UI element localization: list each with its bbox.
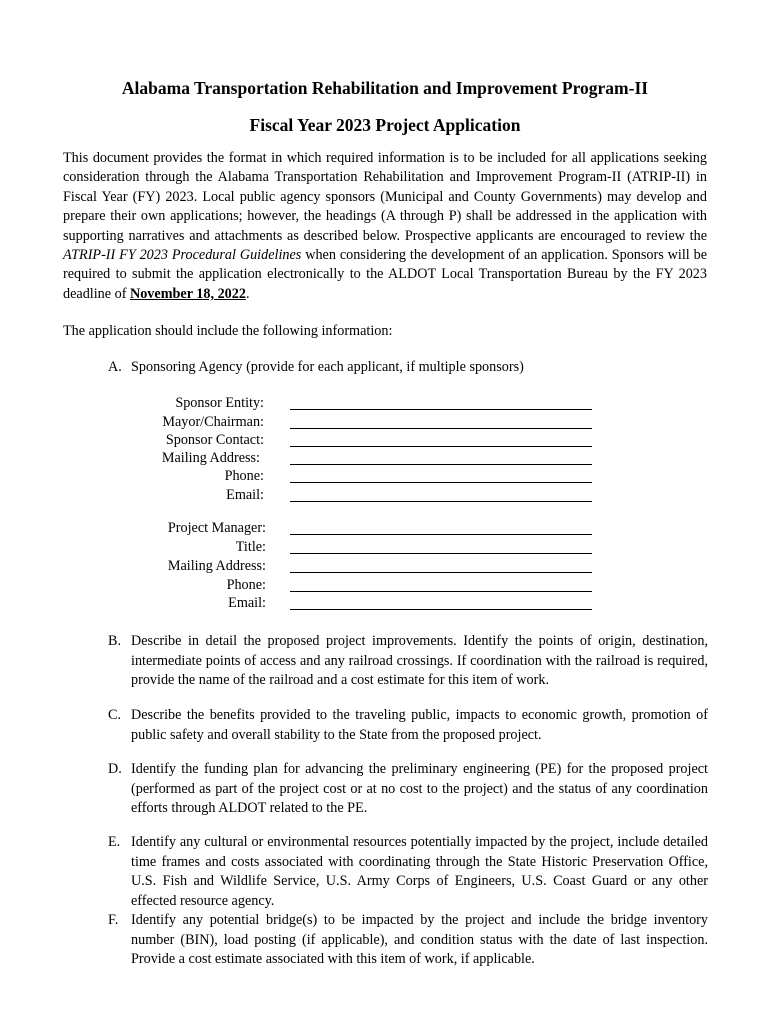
field-blank-line[interactable]: [290, 428, 592, 429]
sponsor-mailing-address-field[interactable]: [108, 449, 598, 468]
manager-email-field[interactable]: [108, 594, 598, 613]
section-letter: C.: [108, 707, 122, 723]
field-label: Phone:: [226, 577, 266, 593]
application-lead-text: The application should include the following information:: [63, 323, 393, 339]
field-blank-line[interactable]: [290, 409, 592, 410]
section-c: [108, 706, 708, 745]
field-blank-line[interactable]: [290, 572, 592, 573]
mayor-chairman-field[interactable]: [108, 413, 598, 432]
section-letter: B.: [108, 633, 122, 649]
field-label: Mayor/Chairman:: [162, 414, 264, 430]
field-label: Sponsor Entity:: [175, 395, 264, 411]
field-blank-line[interactable]: [290, 446, 592, 447]
sponsor-phone-field[interactable]: [108, 467, 598, 486]
intro-paragraph: [63, 149, 707, 304]
field-blank-line[interactable]: [290, 609, 592, 610]
sponsor-entity-field[interactable]: [108, 394, 598, 413]
manager-mailing-address-field[interactable]: [108, 557, 598, 576]
field-label: Email:: [228, 595, 266, 611]
deadline-date: November 18, 2022: [129, 285, 246, 302]
intro-text-part1: This document provides the format in which required information is to be included for all applications seeking consideration through the Alabama Transportation Rehabilitation and Improvement Program-II (ATRIP-II) in Fiscal Year (FY) 2023. Local public agency sponsors (Municipal and County Governments) may develop and prepare their own applications; however, the headings (A through P) shall be addressed in the application with supporting narratives and attachments as described below. Prospective applicants are encouraged to review the: [63, 150, 707, 244]
field-label: Phone:: [224, 468, 264, 484]
sponsor-email-field[interactable]: [108, 486, 598, 505]
project-manager-field[interactable]: [108, 519, 598, 538]
section-text: Identify any cultural or environmental resources potentially impacted by the project, include detailed time frames and costs associated with coordinating through the State Historic Preservation Office, U.S. Fish and Wildlife Service, U.S. Army Corps of Engineers, U.S. Coast Guard or any other effected resource agency.: [131, 834, 708, 909]
field-blank-line[interactable]: [290, 501, 592, 502]
section-letter: E.: [108, 834, 121, 850]
document-subtitle: Fiscal Year 2023 Project Application: [249, 115, 521, 135]
section-text: Identify any potential bridge(s) to be impacted by the project and include the bridge inventory number (BIN), load posting (if applicable), and condition status with the date of last inspection. Provide a cost estimate associated with this item of work, if applicable.: [131, 912, 708, 967]
section-a: [108, 358, 708, 378]
manager-phone-field[interactable]: [108, 576, 598, 595]
section-d: [108, 760, 708, 819]
intro-text-end: .: [245, 285, 250, 302]
field-label: Mailing Address:: [167, 558, 266, 574]
intro-text-part2: when considering the development of an application. Sponsors will be required to submit the application electronically to the ALDOT Local Transportation Bureau by the FY 2023 deadline of: [63, 247, 707, 302]
section-letter: A.: [108, 359, 122, 375]
section-e: [108, 833, 708, 911]
section-text: Identify the funding plan for advancing the preliminary engineering (PE) for the proposed project (performed as part of the project cost or at no cost to the project) and the status of any coordination efforts through ALDOT related to the PE.: [131, 761, 708, 816]
field-blank-line[interactable]: [290, 464, 592, 465]
field-label: Title:: [235, 539, 266, 555]
section-letter: F.: [108, 912, 119, 928]
section-b: [108, 632, 708, 691]
manager-title-field[interactable]: [108, 538, 598, 557]
section-f: [108, 911, 708, 970]
field-blank-line[interactable]: [290, 553, 592, 554]
section-text: Describe the benefits provided to the traveling public, impacts to economic growth, promotion of public safety and overall stability to the State from the proposed project.: [131, 707, 708, 743]
field-blank-line[interactable]: [290, 482, 592, 483]
sponsor-contact-field[interactable]: [108, 431, 598, 450]
procedural-guidelines-title: ATRIP-II FY 2023 Procedural Guidelines: [63, 247, 302, 264]
field-blank-line[interactable]: [290, 534, 592, 535]
field-label: Mailing Address:: [161, 450, 260, 466]
section-letter: D.: [108, 761, 122, 777]
field-label: Email:: [226, 487, 264, 503]
section-text: Describe in detail the proposed project improvements. Identify the points of origin, destination, intermediate points of access and any railroad crossings. If coordination with the railroad is required, provide the name of the railroad and a cost estimate for this item of work.: [131, 633, 708, 688]
field-label: Sponsor Contact:: [165, 432, 264, 448]
document-title: Alabama Transportation Rehabilitation and Improvement Program-II: [121, 78, 649, 98]
field-label: Project Manager:: [167, 520, 266, 536]
field-blank-line[interactable]: [290, 591, 592, 592]
section-text: Sponsoring Agency (provide for each applicant, if multiple sponsors): [131, 359, 524, 375]
